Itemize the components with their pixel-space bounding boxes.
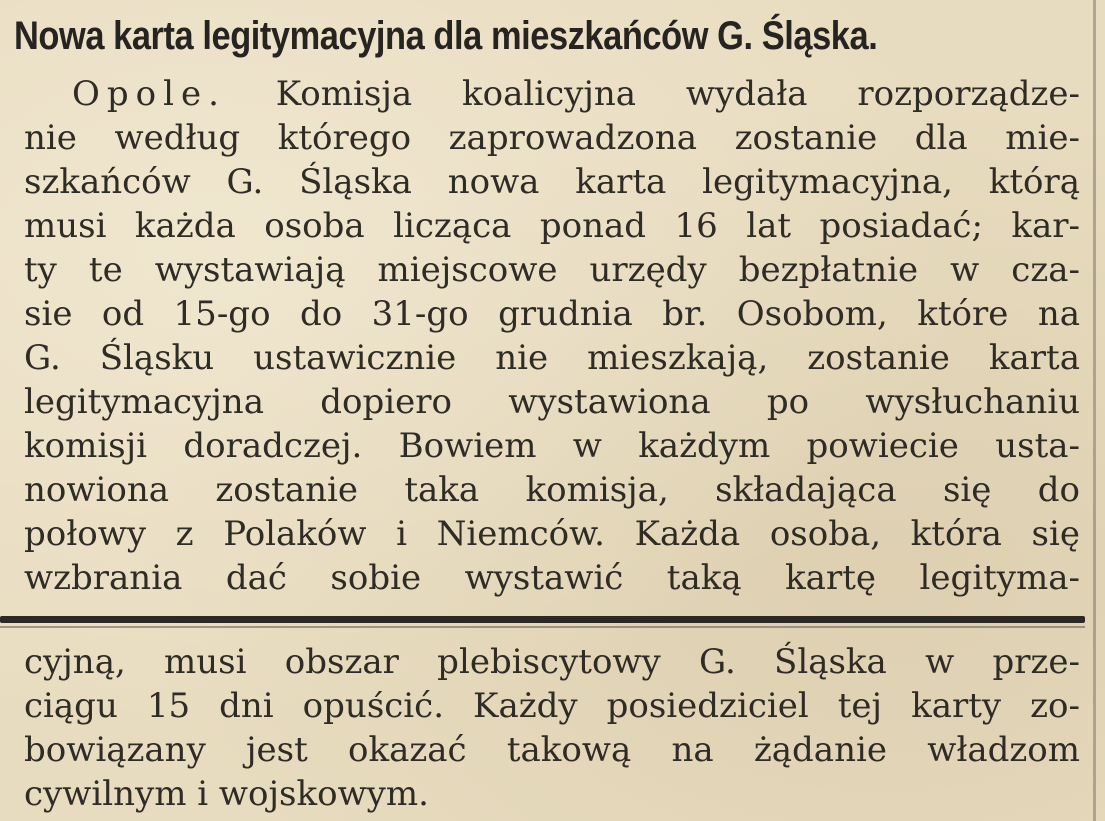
article-headline: Nowa karta legitymacyjna dla mieszkańców G. Śląska. (14, 14, 878, 58)
article-body-top (24, 72, 1080, 600)
text-line: szkańców G. Śląska nowa karta legitymacyjna, którą (24, 162, 1080, 202)
column-divider-thin-rule (0, 626, 1085, 628)
text-line: G. Śląsku ustawicznie nie mieszkają, zostanie karta (24, 338, 1080, 378)
clipping-edge (1093, 0, 1096, 821)
text-line: bowiązany jest okazać takową na żądanie władzom (24, 730, 1080, 770)
dateline: Opole. (72, 74, 226, 114)
line-text: Komisja koalicyjna wydała rozporządze- (275, 74, 1080, 114)
text-line: wzbrania dać sobie wystawić taką kartę legityma- (24, 558, 1080, 598)
text-line: cywilnym i wojskowym. (24, 774, 429, 814)
text-line: musi każda osoba licząca ponad 16 lat posiadać; kar- (24, 206, 1080, 246)
text-line (24, 72, 1080, 116)
text-line: nie według którego zaprowadzona zostanie dla mie- (24, 118, 1080, 158)
text-line: ciągu 15 dni opuścić. Każdy posiedziciel tej karty zo- (24, 686, 1080, 726)
text-line: ty te wystawiają miejscowe urzędy bezpłatnie w cza- (24, 250, 1080, 290)
text-line: komisji doradczej. Bowiem w każdym powiecie usta- (24, 426, 1080, 466)
article-body-bottom (24, 640, 1080, 816)
text-line: nowiona zostanie taka komisja, składająca się do (24, 470, 1080, 510)
text-line: połowy z Polaków i Niemców. Każda osoba, która się (24, 514, 1080, 554)
text-line: cyjną, musi obszar plebiscytowy G. Śląska w prze- (24, 642, 1080, 682)
column-divider-rule (0, 616, 1085, 623)
text-line: legitymacyjna dopiero wystawiona po wysłuchaniu (24, 382, 1080, 422)
text-line: sie od 15-go do 31-go grudnia br. Osobom, które na (24, 294, 1080, 334)
